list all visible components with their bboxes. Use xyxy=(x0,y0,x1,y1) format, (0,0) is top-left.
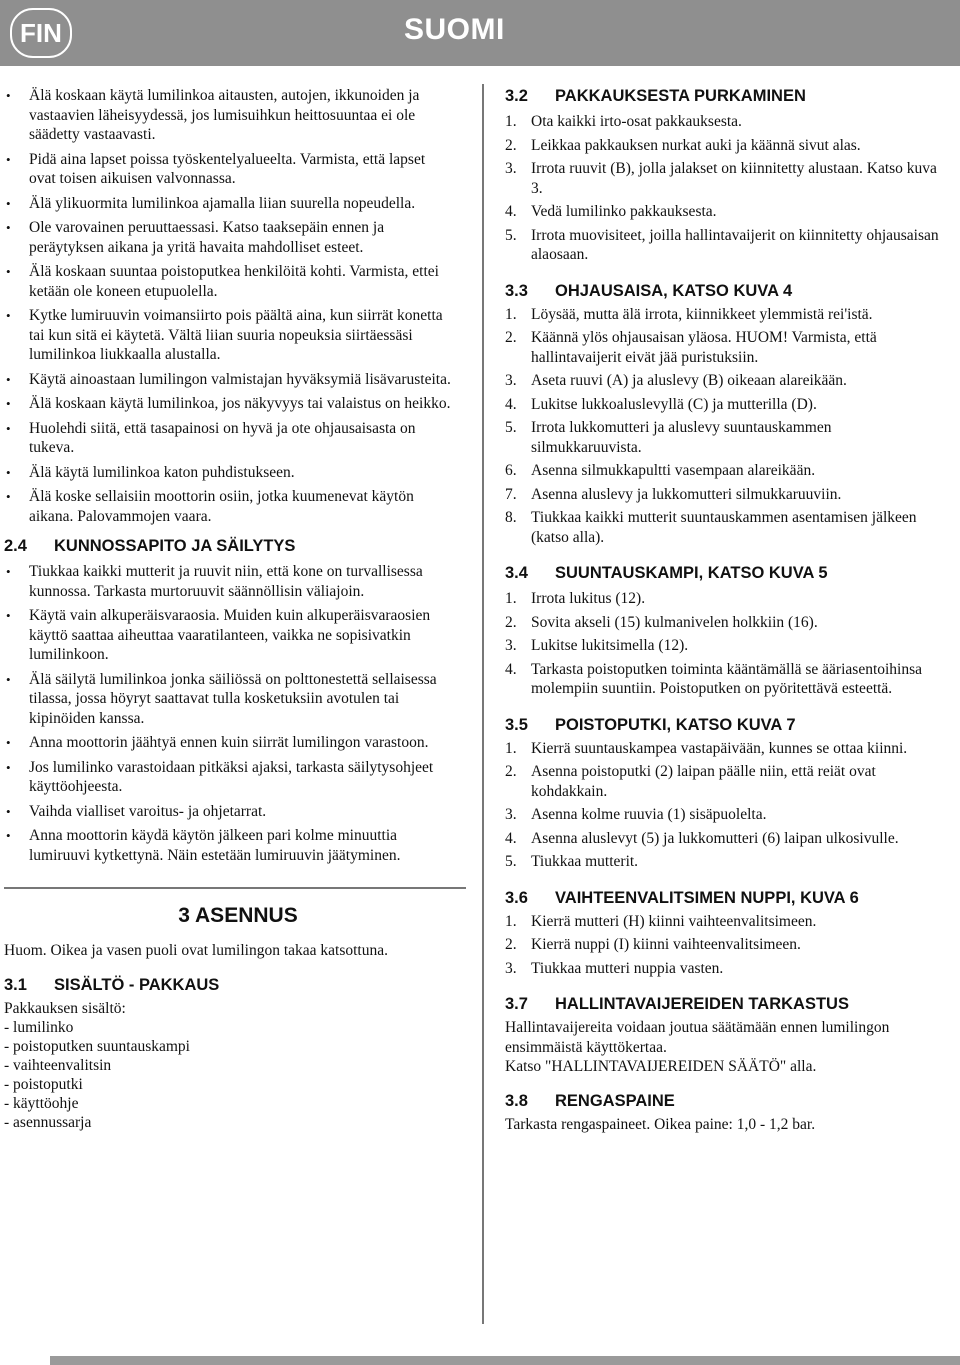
list-item xyxy=(505,660,945,699)
list-item: - lumilinko xyxy=(4,1019,74,1036)
step-text: Sovita akseli (15) kulmanivelen holkkiin (16). xyxy=(531,613,818,631)
section-heading-2-4 xyxy=(4,536,452,556)
section-title: VAIHTEENVALITSIMEN NUPPI, KUVA 6 xyxy=(555,888,859,907)
step-text: Asenna kolme ruuvia (1) sisäpuolelta. xyxy=(531,806,767,823)
cable-check-text: Hallintavaijereita voidaan joutua säätämään ennen lumilingon ensimmäistä käyttökertaa. xyxy=(505,1019,890,1056)
list-item xyxy=(505,112,945,132)
chapter-note: Huom. Oikea ja vasen puoli ovat lumilingon takaa katsottuna. xyxy=(4,942,388,959)
list-item: - käyttöohje xyxy=(4,1095,79,1112)
section-title: SISÄLTÖ - PAKKAUS xyxy=(54,975,220,994)
step-number: 3. xyxy=(505,637,517,654)
step-number: 8. xyxy=(505,509,517,526)
step-number: 1. xyxy=(505,113,517,130)
section-title: HALLINTAVAIJEREIDEN TARKASTUS xyxy=(555,995,849,1013)
footer-bar xyxy=(50,1356,960,1365)
step-number: 1. xyxy=(505,305,517,323)
list-item: • Käytä ainoastaan lumilingon valmistajan hyväksymiä lisävarusteita. xyxy=(4,370,452,390)
step-number: 3. xyxy=(505,372,517,389)
chapter-title: 3 ASENNUS xyxy=(178,904,298,927)
list-item xyxy=(505,589,945,609)
section-number: 3.2 xyxy=(505,87,528,105)
list-item xyxy=(505,739,945,759)
list-item xyxy=(505,395,945,415)
list-item xyxy=(505,418,945,457)
handlebar-steps xyxy=(505,305,945,548)
section-heading-3-5 xyxy=(505,715,945,735)
section-number: 3.7 xyxy=(505,995,528,1013)
chute-crank-steps xyxy=(505,589,945,699)
safety-bullet-list xyxy=(4,86,452,526)
discharge-chute-steps xyxy=(505,739,945,872)
section-number: 3.4 xyxy=(505,564,528,582)
list-item xyxy=(505,805,945,825)
step-number: 2. xyxy=(505,329,517,346)
section-number: 2.4 xyxy=(4,537,27,555)
section-title: OHJAUSAISA, KATSO KUVA 4 xyxy=(555,281,793,300)
step-number: 3. xyxy=(505,806,517,823)
list-item xyxy=(505,959,945,979)
maintenance-bullet-list xyxy=(4,562,452,865)
list-item xyxy=(505,159,945,198)
step-text: Käännä ylös ohjausaisan yläosa. HUOM! Varmista, että hallintavaijerit eivät jää puristuksiin. xyxy=(531,329,877,366)
step-text: Irrota lukkomutteri ja aluslevy suuntauskammen silmukkaruuvista. xyxy=(531,419,832,456)
language-code-badge: FIN xyxy=(10,8,72,58)
step-number: 4. xyxy=(505,829,517,847)
list-item xyxy=(505,461,945,481)
list-item: • Huolehdi siitä, että tasapainosi on hyvä ja ote ohjausaisasta on tukeva. xyxy=(4,419,452,458)
list-item xyxy=(505,935,945,955)
section-heading-3-6 xyxy=(505,888,945,908)
step-text: Irrota muovisiteet, joilla hallintavaijerit on kiinnitetty ohjausaisan alaosaan. xyxy=(531,226,939,263)
section-number: 3.5 xyxy=(505,715,528,734)
step-text: Kierrä suuntauskampea vastapäivään, kunnes se ottaa kiinni. xyxy=(531,739,908,757)
column-divider xyxy=(482,84,484,1324)
list-item xyxy=(505,613,945,633)
list-item: - vaihteenvalitsin xyxy=(4,1057,112,1074)
section-heading-3-1 xyxy=(4,975,452,995)
list-item: • Jos lumilinko varastoidaan pitkäksi ajaksi, tarkasta säilytysohjeet käyttöohjeesta. xyxy=(4,758,452,797)
step-number: 2. xyxy=(505,763,517,780)
list-item xyxy=(505,636,945,656)
step-text: Aseta ruuvi (A) ja aluslevy (B) oikeaan alareikään. xyxy=(531,372,847,389)
list-item: • Ole varovainen peruuttaessasi. Katso taaksepäin ennen ja peräytyksen aikana ja yritä havaita mahdolliset esteet. xyxy=(4,218,452,257)
step-number: 5. xyxy=(505,419,517,436)
section-heading-3-8 xyxy=(505,1091,945,1111)
list-item: • Älä koske sellaisiin moottorin osiin, jotka kuumenevat käytön aikana. Palovammojen vaara. xyxy=(4,487,452,526)
section-title: KUNNOSSAPITO JA SÄILYTYS xyxy=(54,537,296,555)
section-title: SUUNTAUSKAMPI, KATSO KUVA 5 xyxy=(555,564,828,582)
step-text: Tiukkaa kaikki mutterit suuntauskammen asentamisen jälkeen (katso alla). xyxy=(531,509,917,546)
list-item xyxy=(505,305,945,325)
list-item xyxy=(505,371,945,391)
section-title: POISTOPUTKI, KATSO KUVA 7 xyxy=(555,715,796,734)
gear-knob-steps xyxy=(505,912,945,979)
section-heading-3-2 xyxy=(505,86,945,106)
list-item: • Pidä aina lapset poissa työskentelyalueelta. Varmista, että lapset ovat toisen aikuisen valvonnassa. xyxy=(4,150,452,189)
cable-check-reference: Katso "HALLINTAVAIJEREIDEN SÄÄTÖ" alla. xyxy=(505,1058,817,1075)
chapter-rule xyxy=(4,887,466,889)
list-item xyxy=(505,829,945,849)
step-number: 3. xyxy=(505,160,517,177)
list-item: • Vaihda vialliset varoitus- ja ohjetarrat. xyxy=(4,802,452,822)
list-item: • Kytke lumiruuvin voimansiirto pois päältä aina, kun siirrät konetta tai kun sitä ei käytetä. Vältä liian suuria nopeuksia siirtäessäsi lumilinkoa liukkaalla alustalla. xyxy=(4,306,452,365)
step-number: 1. xyxy=(505,912,517,930)
step-number: 7. xyxy=(505,485,517,503)
unpacking-steps xyxy=(505,112,945,265)
list-item xyxy=(505,485,945,505)
step-number: 4. xyxy=(505,660,517,678)
section-number: 3.6 xyxy=(505,888,528,907)
tire-pressure-text: Tarkasta rengaspaineet. Oikea paine: 1,0 - 1,2 bar. xyxy=(505,1115,816,1133)
step-number: 2. xyxy=(505,936,517,953)
list-item: • Älä ylikuormita lumilinkoa ajamalla liian suurella nopeudella. xyxy=(4,194,452,214)
step-number: 6. xyxy=(505,462,517,479)
list-item xyxy=(505,852,945,872)
package-intro: Pakkauksen sisältö: xyxy=(4,999,126,1017)
step-number: 2. xyxy=(505,136,517,154)
list-item: - poistoputken suuntauskampi xyxy=(4,1038,190,1055)
list-item: • Älä säilytä lumilinkoa jonka säiliössä on polttonestettä sellaisessa tilassa, jossa höyryt saattavat tulla kosketuksiin avotulen tai kipinöiden kanssa. xyxy=(4,670,452,729)
section-number: 3.8 xyxy=(505,1091,528,1110)
step-text: Kierrä mutteri (H) kiinni vaihteenvalitsimeen. xyxy=(531,912,817,930)
list-item: • Tiukkaa kaikki mutterit ja ruuvit niin, että kone on turvallisessa kunnossa. Tarkasta murtoruuvit säännöllisin väliajoin. xyxy=(4,562,452,601)
list-item: • Älä koskaan käytä lumilinkoa, jos näkyvyys tai valaistus on heikko. xyxy=(4,394,452,414)
section-title: PAKKAUKSESTA PURKAMINEN xyxy=(555,87,806,105)
step-number: 2. xyxy=(505,613,517,631)
section-heading-3-7 xyxy=(505,994,945,1014)
list-item: • Anna moottorin käydä käytön jälkeen pari kolme minuuttia lumiruuvi kytkettynä. Näin estetään lumiruuvin jäätyminen. xyxy=(4,826,452,865)
list-item: - poistoputki xyxy=(4,1076,83,1093)
list-item: • Älä käytä lumilinkoa katon puhdistukseen. xyxy=(4,463,452,483)
list-item xyxy=(505,136,945,156)
step-text: Tiukkaa mutterit. xyxy=(531,853,639,870)
step-text: Asenna aluslevy ja lukkomutteri silmukkaruuviin. xyxy=(531,485,842,503)
step-text: Lukitse lukitsimella (12). xyxy=(531,637,689,654)
list-item xyxy=(505,762,945,801)
step-number: 5. xyxy=(505,853,517,870)
list-item xyxy=(505,912,945,932)
step-text: Ota kaikki irto-osat pakkauksesta. xyxy=(531,113,742,130)
section-heading-3-3 xyxy=(505,281,945,301)
step-text: Asenna poistoputki (2) laipan päälle niin, että reiät ovat kohdakkain. xyxy=(531,763,876,800)
list-item: • Älä koskaan suuntaa poistoputkea henkilöitä kohti. Varmista, ettei ketään ole koneen etupuolella. xyxy=(4,262,452,301)
step-number: 4. xyxy=(505,395,517,413)
section-heading-3-4 xyxy=(505,563,945,583)
package-contents-list xyxy=(4,1018,452,1132)
list-item: • Älä koskaan käytä lumilinkoa aitausten, autojen, ikkunoiden ja vastaavien läheisyydessä, jos lumisuihkun heittosuuntaa ei ole säädetty vastaavasti. xyxy=(4,86,452,145)
language-title: SUOMI xyxy=(404,13,505,46)
step-text: Tarkasta poistoputken toiminta kääntämällä se ääriasentoihinsa molempiin suuntiin. Poistoputken on pyöritettävä esteettä. xyxy=(531,660,923,697)
header-bar xyxy=(0,0,960,66)
list-item xyxy=(505,508,945,547)
list-item: • Anna moottorin jäähtyä ennen kuin siirrät lumilingon varastoon. xyxy=(4,733,452,753)
step-text: Asenna aluslevyt (5) ja lukkomutteri (6) laipan ulkosivulle. xyxy=(531,829,899,847)
step-text: Asenna silmukkapultti vasempaan alareikään. xyxy=(531,462,816,479)
step-text: Irrota lukitus (12). xyxy=(531,590,646,607)
right-column xyxy=(505,86,945,1134)
step-number: 4. xyxy=(505,203,517,220)
step-text: Kierrä nuppi (I) kiinni vaihteenvalitsimeen. xyxy=(531,936,801,953)
section-number: 3.3 xyxy=(505,281,528,300)
step-text: Löysää, mutta älä irrota, kiinnikkeet ylemmistä rei'istä. xyxy=(531,305,873,323)
list-item: - asennussarja xyxy=(4,1114,92,1131)
step-text: Lukitse lukkoaluslevyllä (C) ja mutterilla (D). xyxy=(531,395,817,413)
list-item xyxy=(505,202,945,222)
step-text: Tiukkaa mutteri nuppia vasten. xyxy=(531,959,724,977)
list-item xyxy=(505,226,945,265)
step-text: Vedä lumilinko pakkauksesta. xyxy=(531,203,717,220)
step-number: 5. xyxy=(505,226,517,244)
step-number: 1. xyxy=(505,739,517,757)
section-title: RENGASPAINE xyxy=(555,1091,675,1110)
section-number: 3.1 xyxy=(4,975,27,994)
list-item: • Käytä vain alkuperäisvaraosia. Muiden kuin alkuperäisvaraosien käyttö saattaa aiheuttaa vaaratilanteen, vaikka ne sopisivatkin lumilinkoon. xyxy=(4,606,452,665)
step-number: 3. xyxy=(505,959,517,977)
step-text: Leikkaa pakkauksen nurkat auki ja käännä sivut alas. xyxy=(531,136,861,154)
list-item xyxy=(505,328,945,367)
left-column xyxy=(4,86,452,1132)
step-text: Irrota ruuvit (B), jolla jalakset on kiinnitetty alustaan. Katso kuva 3. xyxy=(531,160,937,197)
step-number: 1. xyxy=(505,590,517,607)
